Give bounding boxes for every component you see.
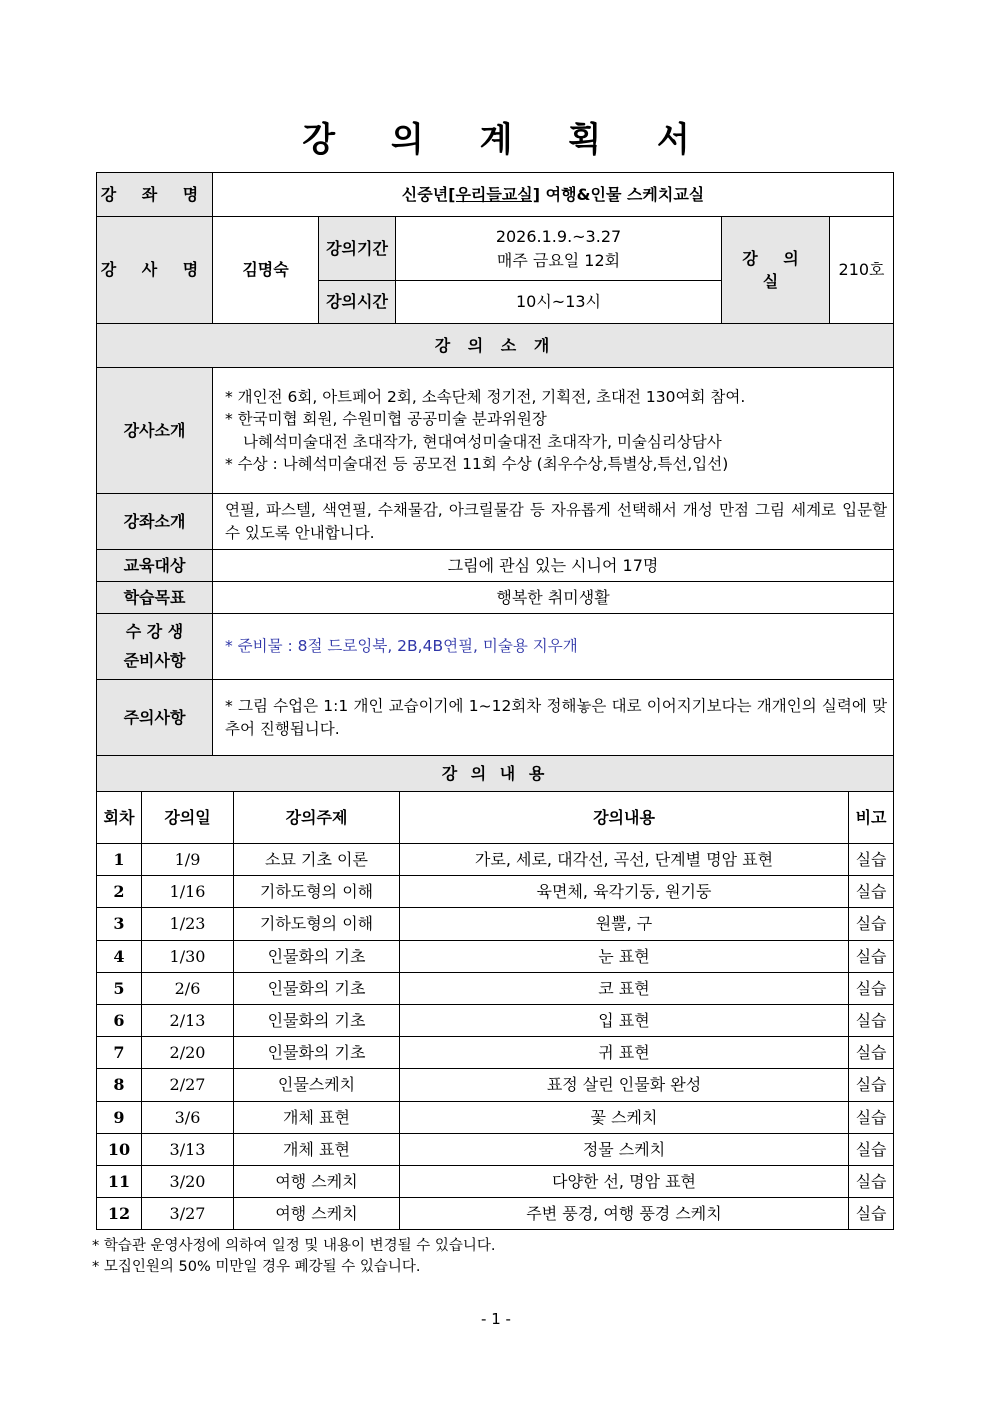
session-note: 실습 [849,1101,894,1133]
prep-label-line: 수 강 생 [125,621,184,641]
instructor-intro-line: 나혜석미술대전 초대작가, 현대여성미술대전 초대작가, 미술심리상담사 [243,432,722,451]
intro-section-title: 강 의 소 개 [97,324,894,368]
session-detail: 육면체, 육각기둥, 원기둥 [400,876,849,908]
table-row [97,1133,894,1165]
session-topic: 여행 스케치 [234,1198,400,1230]
session-note: 실습 [849,908,894,940]
table-row [97,876,894,908]
session-number: 8 [97,1069,142,1101]
course-intro-text: 연필, 파스텔, 색연필, 수채물감, 아크릴물감 등 자유롭게 선택해서 개성 만점 그림 세계로 입문할 수 있도록 안내합니다. [213,494,894,550]
session-number: 1 [97,844,142,876]
session-note: 실습 [849,1133,894,1165]
session-detail: 표정 살린 인물화 완성 [400,1069,849,1101]
session-topic: 소묘 기초 이론 [234,844,400,876]
session-date: 3/27 [142,1198,234,1230]
course-intro-label: 강좌소개 [97,494,213,550]
table-row [97,940,894,972]
session-note: 실습 [849,1069,894,1101]
session-number: 4 [97,940,142,972]
footnote: * 모집인원의 50% 미만일 경우 폐강될 수 있습니다. [92,1259,421,1275]
table-row [97,1165,894,1197]
session-detail: 입 표현 [400,1004,849,1036]
session-topic: 인물화의 기초 [234,972,400,1004]
content-section-title: 강 의 내 용 [97,756,894,792]
instructor-name: 김명숙 [213,217,319,324]
table-row [97,1101,894,1133]
room-value: 210호 [830,217,894,324]
session-topic: 인물화의 기초 [234,940,400,972]
session-note: 실습 [849,844,894,876]
session-number: 5 [97,972,142,1004]
session-note: 실습 [849,1037,894,1069]
page-title: 강 의 계 획 서 [302,120,712,160]
prep-label-line: 준비사항 [123,650,186,670]
instructor-intro-line: * 수상 : 나혜석미술대전 등 공모전 11회 수상 (최우수상,특별상,특선,입선) [225,454,729,473]
table-row [97,1037,894,1069]
course-name-prefix: 신중년 [401,184,449,204]
session-date: 3/13 [142,1133,234,1165]
prep-label [97,614,213,680]
session-date: 1/9 [142,844,234,876]
session-topic: 기하도형의 이해 [234,908,400,940]
caution-label: 주의사항 [97,680,213,756]
session-topic: 여행 스케치 [234,1165,400,1197]
target-value: 그림에 관심 있는 시니어 17명 [213,550,894,582]
session-note: 실습 [849,972,894,1004]
session-detail: 원뿔, 구 [400,908,849,940]
page-number: - 1 - [481,1310,511,1328]
header-date: 강의일 [142,792,234,844]
table-row [97,1069,894,1101]
table-row [97,844,894,876]
instructor-intro [213,368,894,494]
period-label: 강의기간 [319,217,396,281]
course-name-suffix: 여행&인물 스케치교실 [540,184,705,204]
session-topic: 인물화의 기초 [234,1037,400,1069]
session-detail: 귀 표현 [400,1037,849,1069]
table-row [97,1198,894,1230]
session-number: 3 [97,908,142,940]
course-name [213,173,894,217]
session-date: 2/20 [142,1037,234,1069]
time-label: 강의시간 [319,281,396,324]
session-topic: 인물스케치 [234,1069,400,1101]
period-value [396,217,722,281]
session-number: 2 [97,876,142,908]
goal-label: 학습목표 [97,582,213,614]
session-date: 3/6 [142,1101,234,1133]
goal-value: 행복한 취미생활 [213,582,894,614]
header-note: 비고 [849,792,894,844]
session-note: 실습 [849,940,894,972]
prep-value: * 준비물 : 8절 드로잉북, 2B,4B연필, 미술용 지우개 [213,614,894,680]
session-note: 실습 [849,876,894,908]
instructor-intro-line: * 한국미협 회원, 수원미협 공공미술 분과위원장 [225,410,547,429]
header-topic: 강의주제 [234,792,400,844]
session-date: 1/16 [142,876,234,908]
session-number: 9 [97,1101,142,1133]
target-label: 교육대상 [97,550,213,582]
session-topic: 인물화의 기초 [234,1004,400,1036]
session-date: 2/6 [142,972,234,1004]
instructor-intro-label: 강사소개 [97,368,213,494]
session-note: 실습 [849,1198,894,1230]
instructor-intro-line: * 개인전 6회, 아트페어 2회, 소속단체 정기전, 기획전, 초대전 130여회 참여. [225,387,746,406]
session-number: 6 [97,1004,142,1036]
session-topic: 기하도형의 이해 [234,876,400,908]
header-no: 회차 [97,792,142,844]
period-dates: 2026.1.9.~3.27 [495,227,622,247]
session-date: 3/20 [142,1165,234,1197]
session-note: 실습 [849,1004,894,1036]
session-date: 1/23 [142,908,234,940]
instructor-label: 강 사 명 [97,217,213,324]
session-detail: 눈 표현 [400,940,849,972]
caution-text: * 그림 수업은 1:1 개인 교습이기에 1~12회차 정해놓은 대로 이어지기보다는 개개인의 실력에 맞추어 진행됩니다. [213,680,894,756]
content-header-row [97,792,894,844]
session-note: 실습 [849,1165,894,1197]
table-row [97,1004,894,1036]
session-date: 2/27 [142,1069,234,1101]
session-detail: 가로, 세로, 대각선, 곡선, 단계별 명암 표현 [400,844,849,876]
session-date: 1/30 [142,940,234,972]
footnote: * 학습관 운영사정에 의하여 일정 및 내용이 변경될 수 있습니다. [92,1238,496,1254]
session-topic: 개체 표현 [234,1133,400,1165]
session-detail: 주변 풍경, 여행 풍경 스케치 [400,1198,849,1230]
room-label: 강 의 실 [722,217,830,324]
session-detail: 정물 스케치 [400,1133,849,1165]
session-number: 7 [97,1037,142,1069]
session-detail: 다양한 선, 명암 표현 [400,1165,849,1197]
session-detail: 꽃 스케치 [400,1101,849,1133]
session-topic: 개체 표현 [234,1101,400,1133]
time-value: 10시~13시 [396,281,722,324]
session-date: 2/13 [142,1004,234,1036]
course-name-bracket: [우리들교실] [448,184,541,204]
course-info-table [96,172,894,756]
table-row [97,908,894,940]
header-detail: 강의내용 [400,792,849,844]
session-number: 11 [97,1165,142,1197]
table-row [97,972,894,1004]
session-number: 12 [97,1198,142,1230]
course-name-label: 강 좌 명 [97,173,213,217]
lecture-content-table [96,755,894,1230]
session-number: 10 [97,1133,142,1165]
session-detail: 코 표현 [400,972,849,1004]
footnotes [92,1236,496,1278]
period-sessions: 매주 금요일 12회 [496,250,621,270]
